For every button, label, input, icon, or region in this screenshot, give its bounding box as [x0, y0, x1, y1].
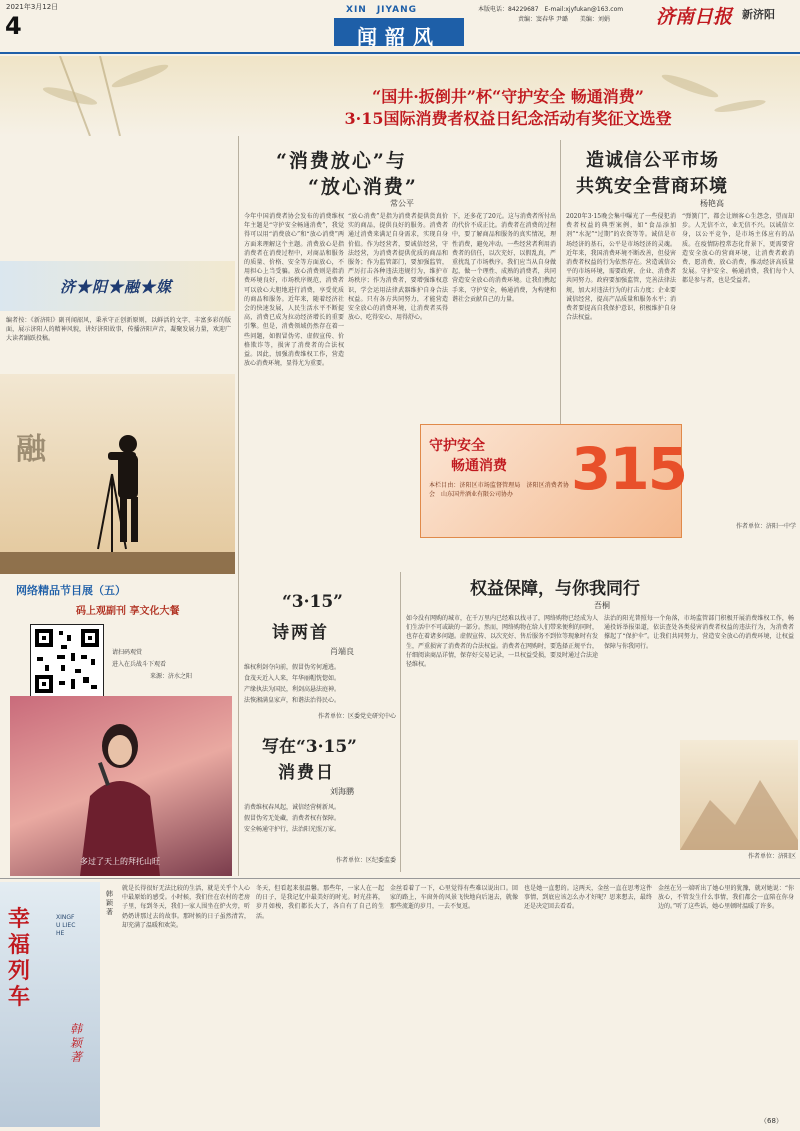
- serial-col1: 就是长得很好无法比较的生活，就是关乎个人心中最原始的感受。小时候，我们住在农村的老房子里，每到冬天，我们一家人围坐在炉火旁，听奶奶讲那过去的故事。那时候的日子虽然清苦，却充满了温暖和欢笑。: [122, 885, 250, 929]
- article3-title: 权益保障，与你我同行: [470, 579, 640, 599]
- hotline: 本版电话：84229687 E-mail:xjyfukan@163.com: [478, 6, 624, 13]
- article3-footer: 作者单位：济阳区: [747, 853, 796, 860]
- serial-col2: 冬天，但看起来很温馨。那些年，一家人在一起的日子，是我记忆中最美好的时光。时光荏苒，岁月如梭，我们都长大了，各自有了自己的生活。: [256, 885, 384, 920]
- serial-author-vertical: 韩颖 著: [106, 890, 120, 916]
- column-rule: [400, 572, 401, 872]
- article1-author: 常公平: [390, 199, 414, 208]
- article2-author: 杨艳高: [700, 199, 724, 208]
- singer-photo[interactable]: [10, 696, 232, 876]
- section-title-box: [334, 18, 464, 49]
- article1-title-line1: “消费放心”与: [276, 150, 407, 172]
- poem2-title-line1: 写在“3·15”: [262, 737, 357, 757]
- serial-col3: 金丝看着了一下，心里觉得有些难以说出口。回家的路上，车窗外的风景飞快地向后退去，就像那些流逝的岁月，一去不复返。: [390, 885, 518, 911]
- poem2-title-line2: 消费日: [278, 763, 335, 783]
- page-header: [0, 0, 800, 56]
- poem2-footer: 作者单位：区纪委监委: [335, 857, 396, 864]
- contest-title-line1: “国井·扳倒井”杯“守护安全 畅通消费”: [372, 87, 644, 106]
- article1-body-col2: “放心消费”是指为消费者提供货真价实的商品，提供良好的服务。消费者通过消费来满足自身需求，实现自身价值。作为经营者，要诚信经营，守法经营，为消费者提供优质的商品和服务；作为监管部门，要加强监管，严厉打击各种违法违规行为，维护市场秩序；作为消费者，要增强维权意识，学会运用法律武器维护自身合法权益。只有各方共同努力，才能营造安全放心的消费环境，让消费者买得放心、吃得安心、用得舒心。: [348, 213, 448, 322]
- qr-code[interactable]: [30, 624, 104, 698]
- article2-body-col1: 2020年3·15晚会集中曝光了一些侵犯消费者权益的典型案例，如“食品添加剂”“水泥”“过期”的农资等等。诚信是市场经济的基石，公平是市场经济的灵魂。近年来，我国消费环境不断改善，但侵害消费者权益的行为依然存在。营造诚信公平的市场环境，需要政府、企业、消费者共同努力。政府要加强监管，完善法律法规，加大对违法行为的打击力度；企业要诚信经营，提高产品质量和服务水平；消费者要提高自我保护意识，积极维护自身合法权益。: [566, 213, 676, 322]
- editors: 责编：窦春华 尹璐 美编：刘娟: [518, 16, 610, 23]
- rongmei-logo: 济★阳★融★媒: [60, 278, 173, 296]
- book-title: 幸福列车: [8, 906, 31, 1010]
- article3-body-col2: 法治的阳光普照每一个角落，市场监管部门积极开展消费维权工作，畅通投诉举报渠道，依法查处各类侵害消费者权益的违法行为，为消费者撑起了“保护伞”。让我们共同努力，营造安全放心的消费环境，让权益保障与你我同行。: [604, 615, 794, 650]
- issue-date: 2021年3月12日: [6, 3, 59, 11]
- poem1-lines: 维权利剑夺向前，假冒伪劣何遁逃。 食茂天近入人来，年华丽帽恍惚如。 产缘执法为国民，利剑高悬法庭神。 法恢湘满皇家声，和谐法治得民心。: [244, 664, 341, 704]
- serial-page-number: （68）: [760, 1117, 783, 1125]
- article3-author: 吾桐: [594, 601, 610, 610]
- singer-silhouette-icon: [10, 696, 232, 876]
- page-number: 4: [5, 12, 22, 40]
- badge-info: 本栏目由：济阳区市场监督管理局 济阳区消费者协会 山东国井酒业有限公司协办: [429, 482, 569, 499]
- qr-code-icon: [31, 625, 103, 697]
- poem1-author: 肖端良: [330, 647, 354, 656]
- article2-footer: 作者单位：济阳一中学: [735, 523, 796, 530]
- poem2-author: 刘海鹏: [330, 787, 354, 796]
- section-title: 闻韶风: [357, 25, 441, 49]
- program-subtitle: 码上观副刊 享文化大餐: [76, 606, 180, 617]
- qr-source: 来源：济水之阳: [150, 673, 193, 680]
- poem1-title-line2: 诗两首: [272, 623, 329, 643]
- left-sidebar: [0, 136, 235, 876]
- book-subtitle: XINGFU LIECHE: [56, 914, 76, 937]
- header-rule: [0, 52, 800, 54]
- book-author: 韩颖著: [70, 1022, 83, 1064]
- article1-title-line2: “放心消费”: [308, 176, 418, 198]
- serial-col5: 金丝在另一端听出了她心里的犹豫，就对她说：“你放心，不管发生什么事情，我们都会一直陪在你身边的。”听了这些话，她心里顿时温暖了许多。: [658, 885, 794, 911]
- article2-title-line1: 造诚信公平市场: [586, 150, 719, 171]
- poem1-title-line1: “3·15”: [282, 592, 343, 612]
- badge-line1: 守护安全: [429, 438, 485, 454]
- poem2-lines: 消费维权春风起，诚信经营树新风。 假冒伪劣无处藏，消费者权有保障。 安全畅通守护行，法治阳光照万家。: [244, 804, 341, 833]
- qr-caption-2: 进入在兵战斗下观看: [112, 661, 167, 668]
- badge-line2: 畅通消费: [451, 458, 507, 474]
- article3-body-col1: 如今没有网购的城市，在千万里内已经难以找寻了，网络购物已经成为人们生活中不可或缺的一部分。然而，网络购物在给人们带来便利的同时，也存在着诸多问题。虚假宣传、以次充好、售后服务不到位等现象时有发生，严重损害了消费者的合法权益。消费者在网购时，要选择正规平台，仔细阅读商品详情，保存好交易记录，一旦权益受损，要及时通过合法途径维权。: [406, 615, 598, 669]
- photographer-silhouette-icon: [0, 374, 235, 574]
- rong-character: 融: [16, 432, 46, 467]
- article1-body-col3: 下，还多花了20元。这与消费者所付出的代价不成正比。消费者在消费的过程中，要了解商品和服务的真实情况，理性消费，避免冲动。一些经营者利用消费者的信任，以次充好，以假乱真，严重扰乱了市场秩序。我们应当从自身做起，做一个理性、成熟的消费者，共同营造安全放心的消费环境。让我们携起手来，守护安全，畅通消费，为构建和谐社会贡献自己的力量。: [452, 213, 556, 303]
- masthead-logo: 济南日报: [656, 6, 733, 28]
- qr-caption: 请扫码观赏: [112, 649, 143, 656]
- mountain-icon: [680, 740, 798, 850]
- consumer-rights-badge: [420, 424, 687, 538]
- photographer-image: [0, 374, 235, 574]
- serial-col4: 也是她一直想的。这两天，金丝一直在思考这件事情，到底应该怎么办才好呢？思来想去，最终还是决定回去看看。: [524, 885, 652, 911]
- editor-note: 编者按：《新济阳》副刊闻韶风，秉承守正创新原则，以鲜活的文字、丰富多彩的版面，展示济阳人的精神风貌，讲好济阳故事，传播济阳声音，凝聚发展力量，欢迎广大读者踊跃投稿。: [6, 317, 231, 343]
- contest-title-line2: 3·15国际消费者权益日纪念活动有奖征文选登: [344, 109, 672, 128]
- column-rule: [238, 136, 239, 876]
- poem1-footer: 作者单位：区委党史研究中心: [317, 713, 396, 720]
- section-pinyin: XIN JIYANG: [346, 5, 418, 15]
- article2-body-col2: “弹簧门”，都会让顾客心生怨念，望而却步。人无信不立，业无信不兴。以诚信立身，以公平竞争，是市场主体应有的品质。在疫情防控常态化背景下，更需要营造安全放心的营商环境，让消费者敢消费、愿消费、放心消费，推动经济高质量发展。守护安全、畅通消费，我们每个人都是参与者，也是受益者。: [682, 213, 794, 285]
- masthead-sub: 新济阳: [742, 8, 775, 21]
- bottom-rule: [0, 878, 800, 879]
- article1-body-col1: 今年中国消费者协会发布的消费维权年主题是“守护安全畅通消费”，我觉得可以用“消费放心”和“放心消费”两方面来理解这个主题。消费放心是指消费者在消费过程中，对商品和服务的质量、价格、安全等方面放心，不用担心上当受骗。放心消费则是指消费环境良好，市场秩序规范，消费者可以放心大胆地进行消费，享受优质的商品和服务。近年来，随着经济社会的快速发展，人民生活水平不断提高，消费已成为拉动经济增长的重要引擎。但是，消费领域仍然存在着一些问题，如假冒伪劣、虚假宣传、价格欺诈等，损害了消费者的合法权益。因此，加强消费维权工作，营造放心消费环境，显得尤为重要。: [244, 213, 344, 368]
- book-cover: [0, 882, 100, 1127]
- singer-caption: 多过了天上的拜托山旺: [80, 857, 160, 866]
- logo-band: [0, 261, 235, 311]
- article2-title-line2: 共筑安全营商环境: [576, 176, 728, 197]
- badge-315: 315: [571, 435, 687, 503]
- landscape-painting: [680, 740, 798, 850]
- program-title: 网络精品节目展（五）: [16, 584, 126, 597]
